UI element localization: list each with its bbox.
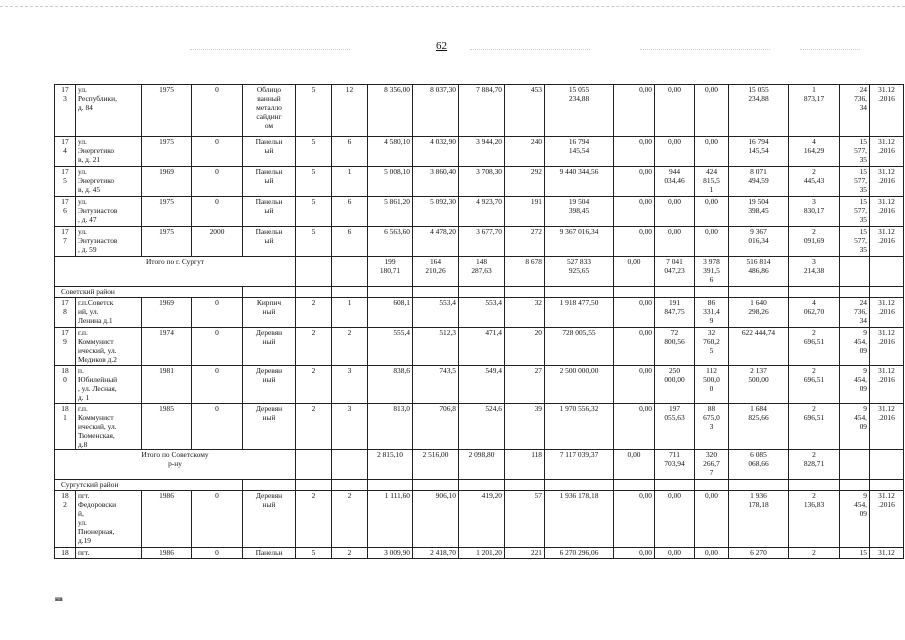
cell-floors: 5 xyxy=(296,167,332,197)
cell-max-cost: 24 736, 34 xyxy=(840,85,870,137)
cell-area-rooms: 4 923,70 xyxy=(459,197,505,227)
scan-edge-line xyxy=(0,6,905,7)
cell-cost-total: 16 794 145,54 xyxy=(545,137,614,167)
cell-fund-local: 0,00 xyxy=(695,548,729,559)
cell-fund-fss: 0,00 xyxy=(614,491,655,548)
section-title: Сургутский район xyxy=(55,480,243,491)
cell-fund-local: 86 331,4 9 xyxy=(695,298,729,328)
empty-cell xyxy=(296,480,332,491)
cell-walls: Деревян ный xyxy=(243,366,296,404)
cell-max-cost: 15 xyxy=(840,548,870,559)
cell-area-rooms: 7 884,70 xyxy=(459,85,505,137)
cell-year2: 0 xyxy=(192,366,243,404)
cell-year: 1975 xyxy=(142,197,192,227)
cell-max-cost: 15 577, 35 xyxy=(840,167,870,197)
cell-fund-owners: 1 936 178,18 xyxy=(729,491,789,548)
cell-area-living: 4 032,90 xyxy=(413,137,459,167)
cell-fund-local: 3 978 391,5 6 xyxy=(695,257,729,287)
cell-spec-cost: 2 696,51 xyxy=(789,366,840,404)
cell-fund-regional: 0,00 xyxy=(655,548,695,559)
cell-area-total: 813,0 xyxy=(368,404,413,450)
scan-artifact-line xyxy=(470,49,590,50)
cell-residents: 20 xyxy=(505,328,545,366)
cell-area-living: 5 092,30 xyxy=(413,197,459,227)
cell-area-rooms: 419,20 xyxy=(459,491,505,548)
cell-max-cost: 15 577, 35 xyxy=(840,137,870,167)
empty-cell xyxy=(729,480,789,491)
cell-area-living: 8 037,30 xyxy=(413,85,459,137)
cell-no: 17 6 xyxy=(55,197,76,227)
empty-cell xyxy=(655,480,695,491)
cell-walls: Деревян ный xyxy=(243,491,296,548)
cell-floors: 2 xyxy=(296,491,332,548)
cell-entrances: 6 xyxy=(332,227,368,257)
cell-entrances: 2 xyxy=(332,491,368,548)
cell-area-rooms: 553,4 xyxy=(459,298,505,328)
cell-deadline: 31.12 .2016 xyxy=(870,298,904,328)
cell-area-total: 608,1 xyxy=(368,298,413,328)
cell-fund-owners: 8 071 494,59 xyxy=(729,167,789,197)
cell-fund-fss: 0,00 xyxy=(614,227,655,257)
empty-cell xyxy=(243,287,296,298)
cell-floors: 5 xyxy=(296,85,332,137)
cell-year: 1981 xyxy=(142,366,192,404)
cell-fund-owners: 16 794 145,54 xyxy=(729,137,789,167)
empty-cell xyxy=(332,287,368,298)
cell-address: ул. Республики, д. 84 xyxy=(76,85,142,137)
cell-max-cost: 24 736, 34 xyxy=(840,298,870,328)
cell-area-total: 8 356,00 xyxy=(368,85,413,137)
cell-deadline xyxy=(870,257,904,287)
cell-residents: 272 xyxy=(505,227,545,257)
cell-year: 1975 xyxy=(142,137,192,167)
cell-cost-total: 6 270 296,06 xyxy=(545,548,614,559)
cell-entrances: 1 xyxy=(332,298,368,328)
section-title: Советский район xyxy=(55,287,243,298)
scan-artifact-line xyxy=(640,49,770,50)
table-row xyxy=(55,298,904,328)
cell-walls: Деревян ный xyxy=(243,404,296,450)
cell-fund-regional: 7 041 047,23 xyxy=(655,257,695,287)
cell-entrances xyxy=(332,257,368,287)
cell-no: 18 2 xyxy=(55,491,76,548)
cell-cost-total: 19 504 398,45 xyxy=(545,197,614,227)
cell-fund-owners: 15 055 234,88 xyxy=(729,85,789,137)
cell-deadline: 31.12 .2016 xyxy=(870,328,904,366)
cell-floors: 2 xyxy=(296,404,332,450)
cell-fund-owners: 2 137 500,00 xyxy=(729,366,789,404)
cell-no: 18 xyxy=(55,548,76,559)
cell-deadline: 31.12 .2016 xyxy=(870,491,904,548)
cell-fund-regional: 0,00 xyxy=(655,227,695,257)
empty-cell xyxy=(459,287,505,298)
cell-deadline: 31.12 .2016 xyxy=(870,167,904,197)
register-rows xyxy=(55,85,904,559)
cell-cost-total: 1 936 178,18 xyxy=(545,491,614,548)
cell-year2: 0 xyxy=(192,298,243,328)
empty-cell xyxy=(368,287,413,298)
cell-fund-fss: 0,00 xyxy=(614,298,655,328)
cell-cost-total: 1 918 477,50 xyxy=(545,298,614,328)
cell-fund-regional: 0,00 xyxy=(655,137,695,167)
table-row xyxy=(55,491,904,548)
cell-fund-local: 0,00 xyxy=(695,227,729,257)
cell-residents: 32 xyxy=(505,298,545,328)
cell-residents: 118 xyxy=(505,450,545,480)
cell-fund-local: 0,00 xyxy=(695,137,729,167)
cell-deadline: 31.12 .2016 xyxy=(870,366,904,404)
cell-cost-total: 728 005,55 xyxy=(545,328,614,366)
cell-year: 1969 xyxy=(142,167,192,197)
cell-area-total: 2 815,10 xyxy=(368,450,413,480)
cell-spec-cost: 4 062,70 xyxy=(789,298,840,328)
cell-no: 17 9 xyxy=(55,328,76,366)
cell-residents: 292 xyxy=(505,167,545,197)
cell-deadline: 31.12 .2016 xyxy=(870,404,904,450)
cell-fund-fss: 0,00 xyxy=(614,137,655,167)
cell-max-cost: 15 577, 35 xyxy=(840,197,870,227)
cell-fund-regional: 197 055,63 xyxy=(655,404,695,450)
cell-floors: 5 xyxy=(296,548,332,559)
cell-fund-regional: 711 703,94 xyxy=(655,450,695,480)
empty-cell xyxy=(870,480,904,491)
cell-floors: 2 xyxy=(296,298,332,328)
cell-area-rooms: 549,4 xyxy=(459,366,505,404)
cell-max-cost xyxy=(840,450,870,480)
cell-area-living: 4 478,20 xyxy=(413,227,459,257)
cell-area-living: 2 418,70 xyxy=(413,548,459,559)
cell-area-total: 1 111,60 xyxy=(368,491,413,548)
cell-floors: 2 xyxy=(296,328,332,366)
empty-cell xyxy=(459,480,505,491)
cell-area-rooms: 1 201,20 xyxy=(459,548,505,559)
cell-spec-cost: 2 696,51 xyxy=(789,404,840,450)
cell-fund-regional: 191 847,75 xyxy=(655,298,695,328)
cell-year2: 0 xyxy=(192,137,243,167)
cell-residents: 8 678 xyxy=(505,257,545,287)
cell-fund-owners: 9 367 016,34 xyxy=(729,227,789,257)
cell-fund-fss: 0,00 xyxy=(614,167,655,197)
cell-deadline: 31.12 .2016 xyxy=(870,137,904,167)
cell-address: ул. Энтузиастов , д. 59 xyxy=(76,227,142,257)
cell-residents: 240 xyxy=(505,137,545,167)
cell-fund-regional: 72 800,56 xyxy=(655,328,695,366)
cell-max-cost: 9 454, 09 xyxy=(840,491,870,548)
cell-fund-fss: 0,00 xyxy=(614,197,655,227)
table-row xyxy=(55,328,904,366)
table-row xyxy=(55,167,904,197)
empty-cell xyxy=(614,480,655,491)
cell-spec-cost: 2 xyxy=(789,548,840,559)
cell-residents: 221 xyxy=(505,548,545,559)
cell-fund-fss: 0,00 xyxy=(614,548,655,559)
cell-deadline: 31.12 .2016 xyxy=(870,197,904,227)
footer-mark: нв xyxy=(55,595,63,603)
cell-residents: 39 xyxy=(505,404,545,450)
table-row xyxy=(55,85,904,137)
cell-walls: Панельн xyxy=(243,548,296,559)
cell-area-living: 2 516,00 xyxy=(413,450,459,480)
cell-area-total: 199 180,71 xyxy=(368,257,413,287)
cell-fund-regional: 944 034,46 xyxy=(655,167,695,197)
empty-cell xyxy=(505,287,545,298)
cell-walls: Панельн ый xyxy=(243,167,296,197)
cell-walls: Панельн ый xyxy=(243,197,296,227)
total-label: Итого по Советскому р-ну xyxy=(55,450,296,480)
empty-cell xyxy=(614,287,655,298)
cell-floors: 5 xyxy=(296,227,332,257)
cell-fund-local: 320 266,7 7 xyxy=(695,450,729,480)
cell-entrances: 2 xyxy=(332,548,368,559)
cell-year: 1986 xyxy=(142,548,192,559)
cell-cost-total: 9 367 016,34 xyxy=(545,227,614,257)
cell-year2: 0 xyxy=(192,404,243,450)
empty-cell xyxy=(729,287,789,298)
cell-area-total: 4 580,10 xyxy=(368,137,413,167)
empty-cell xyxy=(695,287,729,298)
cell-fund-local: 0,00 xyxy=(695,491,729,548)
empty-cell xyxy=(789,287,840,298)
table-row xyxy=(55,227,904,257)
cell-max-cost: 9 454, 09 xyxy=(840,328,870,366)
cell-no: 18 0 xyxy=(55,366,76,404)
cell-year: 1969 xyxy=(142,298,192,328)
table-row xyxy=(55,197,904,227)
cell-walls: Панельн ый xyxy=(243,227,296,257)
cell-fund-fss: 0,00 xyxy=(614,328,655,366)
cell-floors xyxy=(296,257,332,287)
section-row xyxy=(55,287,904,298)
cell-area-rooms: 3 677,70 xyxy=(459,227,505,257)
cell-area-living: 164 210,26 xyxy=(413,257,459,287)
cell-fund-regional: 250 000,00 xyxy=(655,366,695,404)
cell-floors xyxy=(296,450,332,480)
cell-fund-local: 112 500,0 0 xyxy=(695,366,729,404)
cell-fund-fss: 0,00 xyxy=(614,257,655,287)
cell-fund-local: 88 675,0 3 xyxy=(695,404,729,450)
cell-year2: 0 xyxy=(192,197,243,227)
cell-spec-cost: 2 828,71 xyxy=(789,450,840,480)
empty-cell xyxy=(413,287,459,298)
cell-fund-regional: 0,00 xyxy=(655,491,695,548)
table-row xyxy=(55,137,904,167)
cell-area-living: 743,5 xyxy=(413,366,459,404)
empty-cell xyxy=(296,287,332,298)
cell-area-living: 553,4 xyxy=(413,298,459,328)
cell-max-cost: 9 454, 09 xyxy=(840,366,870,404)
cell-no: 17 5 xyxy=(55,167,76,197)
cell-cost-total: 527 833 925,65 xyxy=(545,257,614,287)
scan-artifact-line xyxy=(800,49,860,50)
cell-walls: Деревян ный xyxy=(243,328,296,366)
cell-year2: 0 xyxy=(192,167,243,197)
cell-year: 1986 xyxy=(142,491,192,548)
cell-cost-total: 9 440 344,56 xyxy=(545,167,614,197)
empty-cell xyxy=(655,287,695,298)
cell-spec-cost: 2 445,43 xyxy=(789,167,840,197)
cell-area-total: 5 861,20 xyxy=(368,197,413,227)
cell-spec-cost: 2 091,69 xyxy=(789,227,840,257)
cell-year2: 0 xyxy=(192,548,243,559)
cell-spec-cost: 2 136,83 xyxy=(789,491,840,548)
cell-address: ул. Энергетико в, д. 21 xyxy=(76,137,142,167)
cell-area-total: 5 008,10 xyxy=(368,167,413,197)
cell-fund-owners: 622 444,74 xyxy=(729,328,789,366)
cell-area-rooms: 148 287,63 xyxy=(459,257,505,287)
cell-no: 18 1 xyxy=(55,404,76,450)
cell-year: 1975 xyxy=(142,85,192,137)
cell-entrances: 1 xyxy=(332,167,368,197)
cell-year2: 2000 xyxy=(192,227,243,257)
cell-entrances: 12 xyxy=(332,85,368,137)
cell-entrances: 6 xyxy=(332,137,368,167)
cell-deadline xyxy=(870,450,904,480)
empty-cell xyxy=(545,287,614,298)
cell-entrances: 3 xyxy=(332,366,368,404)
housing-register-table xyxy=(54,84,904,559)
cell-area-rooms: 471,4 xyxy=(459,328,505,366)
cell-fund-local: 424 815,5 1 xyxy=(695,167,729,197)
cell-residents: 27 xyxy=(505,366,545,404)
empty-cell xyxy=(243,480,296,491)
cell-residents: 191 xyxy=(505,197,545,227)
cell-fund-owners: 6 270 xyxy=(729,548,789,559)
cell-spec-cost: 3 830,17 xyxy=(789,197,840,227)
cell-address: ул. Энергетико в, д. 45 xyxy=(76,167,142,197)
table-row xyxy=(55,548,904,559)
cell-area-total: 6 563,60 xyxy=(368,227,413,257)
cell-fund-local: 32 760,2 5 xyxy=(695,328,729,366)
empty-cell xyxy=(545,480,614,491)
cell-fund-fss: 0,00 xyxy=(614,404,655,450)
scan-artifact-line xyxy=(190,49,350,50)
empty-cell xyxy=(789,480,840,491)
empty-cell xyxy=(840,287,870,298)
cell-address: г.п. Коммунист ический, ул. Тюменская, д.8 xyxy=(76,404,142,450)
cell-deadline: 31.12 .2016 xyxy=(870,85,904,137)
cell-residents: 57 xyxy=(505,491,545,548)
cell-fund-owners: 516 814 486,86 xyxy=(729,257,789,287)
cell-fund-fss: 0,00 xyxy=(614,85,655,137)
cell-cost-total: 2 500 000,00 xyxy=(545,366,614,404)
cell-year: 1975 xyxy=(142,227,192,257)
cell-deadline: 31.12 .2016 xyxy=(870,227,904,257)
cell-deadline: 31.12 xyxy=(870,548,904,559)
cell-fund-owners: 19 504 398,45 xyxy=(729,197,789,227)
total-row xyxy=(55,257,904,287)
cell-fund-fss: 0,00 xyxy=(614,450,655,480)
cell-fund-owners: 1 684 825,66 xyxy=(729,404,789,450)
cell-area-living: 512,3 xyxy=(413,328,459,366)
cell-floors: 5 xyxy=(296,137,332,167)
cell-entrances xyxy=(332,450,368,480)
empty-cell xyxy=(840,480,870,491)
cell-entrances: 6 xyxy=(332,197,368,227)
cell-year2: 0 xyxy=(192,491,243,548)
total-row xyxy=(55,450,904,480)
cell-max-cost xyxy=(840,257,870,287)
cell-area-living: 706,8 xyxy=(413,404,459,450)
table-row xyxy=(55,366,904,404)
cell-area-living: 3 860,40 xyxy=(413,167,459,197)
cell-floors: 5 xyxy=(296,197,332,227)
cell-address: г.п.Советск ий, ул. Ленина д.1 xyxy=(76,298,142,328)
cell-address: п. Юбилейный , ул. Лесная, д. 1 xyxy=(76,366,142,404)
cell-area-total: 555,4 xyxy=(368,328,413,366)
cell-area-total: 3 009,90 xyxy=(368,548,413,559)
empty-cell xyxy=(368,480,413,491)
cell-residents: 453 xyxy=(505,85,545,137)
empty-cell xyxy=(413,480,459,491)
empty-cell xyxy=(505,480,545,491)
cell-floors: 2 xyxy=(296,366,332,404)
cell-cost-total: 7 117 039,37 xyxy=(545,450,614,480)
cell-address: пгт. xyxy=(76,548,142,559)
cell-walls: Панельн ый xyxy=(243,137,296,167)
table-row xyxy=(55,404,904,450)
cell-fund-local: 0,00 xyxy=(695,85,729,137)
cell-no: 17 8 xyxy=(55,298,76,328)
cell-cost-total: 15 055 234,88 xyxy=(545,85,614,137)
cell-entrances: 3 xyxy=(332,404,368,450)
cell-area-total: 838,6 xyxy=(368,366,413,404)
cell-no: 17 3 xyxy=(55,85,76,137)
cell-fund-owners: 6 085 068,66 xyxy=(729,450,789,480)
cell-spec-cost: 1 873,17 xyxy=(789,85,840,137)
cell-area-living: 906,10 xyxy=(413,491,459,548)
cell-area-rooms: 524,6 xyxy=(459,404,505,450)
cell-walls: Облицо ванный металло сайдинг ом xyxy=(243,85,296,137)
cell-max-cost: 15 577, 35 xyxy=(840,227,870,257)
cell-address: г.п. Коммунист ический, ул. Медиков д.2 xyxy=(76,328,142,366)
cell-spec-cost: 3 214,38 xyxy=(789,257,840,287)
cell-fund-owners: 1 640 298,26 xyxy=(729,298,789,328)
cell-year2: 0 xyxy=(192,328,243,366)
empty-cell xyxy=(695,480,729,491)
cell-no: 17 4 xyxy=(55,137,76,167)
cell-area-rooms: 2 098,80 xyxy=(459,450,505,480)
cell-entrances: 2 xyxy=(332,328,368,366)
cell-year2: 0 xyxy=(192,85,243,137)
cell-max-cost: 9 454, 09 xyxy=(840,404,870,450)
section-row xyxy=(55,480,904,491)
cell-fund-regional: 0,00 xyxy=(655,85,695,137)
cell-fund-regional: 0,00 xyxy=(655,197,695,227)
cell-spec-cost: 4 164,29 xyxy=(789,137,840,167)
cell-area-rooms: 3 944,20 xyxy=(459,137,505,167)
empty-cell xyxy=(870,287,904,298)
cell-address: пгт. Федоровски й, ул. Пионерная, д.19 xyxy=(76,491,142,548)
cell-address: ул. Энтузиастов , д. 47 xyxy=(76,197,142,227)
empty-cell xyxy=(332,480,368,491)
cell-year: 1985 xyxy=(142,404,192,450)
cell-cost-total: 1 970 556,32 xyxy=(545,404,614,450)
cell-spec-cost: 2 696,51 xyxy=(789,328,840,366)
cell-walls: Кирпич ный xyxy=(243,298,296,328)
cell-area-rooms: 3 708,30 xyxy=(459,167,505,197)
cell-fund-local: 0,00 xyxy=(695,197,729,227)
cell-no: 17 7 xyxy=(55,227,76,257)
page-number: 62 xyxy=(436,40,447,52)
cell-fund-fss: 0,00 xyxy=(614,366,655,404)
cell-year: 1974 xyxy=(142,328,192,366)
total-label: Итого по г. Сургут xyxy=(55,257,296,287)
